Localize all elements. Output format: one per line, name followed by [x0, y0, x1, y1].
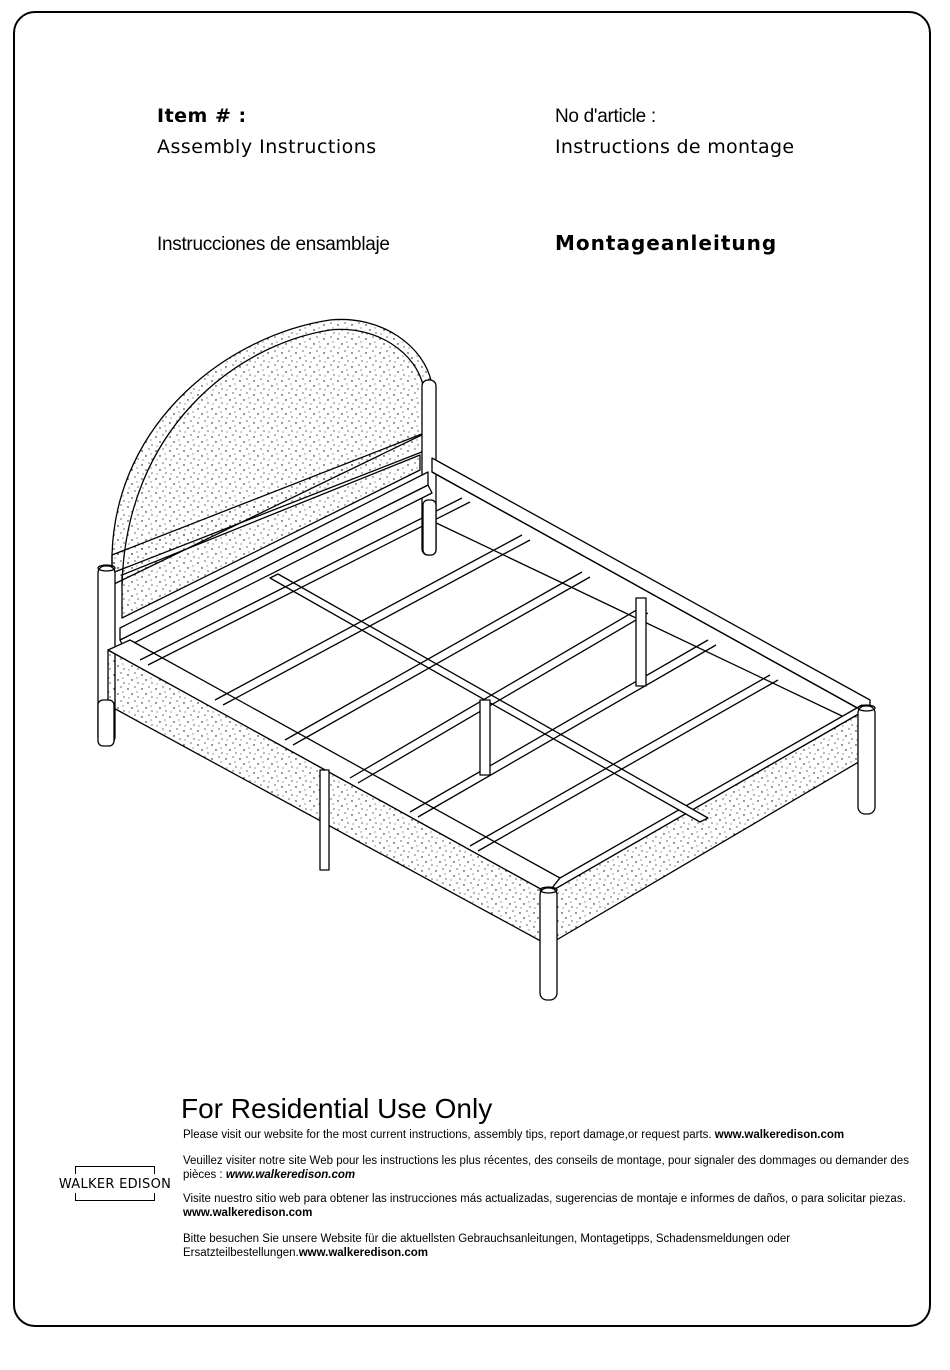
logo-bracket-top — [75, 1166, 155, 1174]
instructions-en — [183, 1128, 911, 1142]
assembly-instructions-fr: Instructions de montage — [555, 136, 795, 158]
bed-frame-illustration — [90, 310, 890, 1010]
assembly-instructions-de: Montageanleitung — [555, 231, 778, 255]
instructions-en-text: Please visit our website for the most current instructions, assembly tips, report damage,or request parts. — [183, 1129, 715, 1141]
item-number-fr: No d'article : — [555, 106, 656, 127]
instructions-de — [183, 1232, 911, 1260]
website-link-en[interactable]: www.walkeredison.com — [714, 1129, 845, 1141]
instructions-fr — [183, 1154, 911, 1182]
instructions-es-text: Visite nuestro sitio web para obtener las instrucciones más actualizadas, sugerencias de montaje e informes de daños, o para solicitar piezas. — [183, 1193, 906, 1205]
item-number-label: Item # : — [157, 105, 247, 127]
instructions-fr-text: Veuillez visiter notre site Web pour les instructions les plus récentes, des conseils de montage, pour signaler des dommages ou demander des pièces : — [183, 1155, 909, 1181]
assembly-instructions-en: Assembly Instructions — [157, 136, 377, 158]
website-link-es[interactable]: www.walkeredison.com — [183, 1207, 313, 1219]
instructions-de-text: Bitte besuchen Sie unsere Website für die aktuellsten Gebrauchsanleitungen, Montagetipps, Schadensmeldungen oder Ersatzteilbestellungen. — [183, 1233, 791, 1259]
website-link-fr[interactable]: www.walkeredison.com — [225, 1169, 356, 1181]
website-link-de[interactable]: www.walkeredison.com — [298, 1247, 429, 1259]
assembly-instructions-es: Instrucciones de ensamblaje — [157, 234, 390, 255]
walker-edison-logo — [55, 1166, 175, 1206]
residential-use-title: For Residential Use Only — [181, 1093, 493, 1124]
logo-bracket-bottom — [75, 1193, 155, 1201]
instructions-es — [183, 1192, 911, 1220]
logo-wordmark: WALKER EDISON — [58, 1177, 172, 1192]
